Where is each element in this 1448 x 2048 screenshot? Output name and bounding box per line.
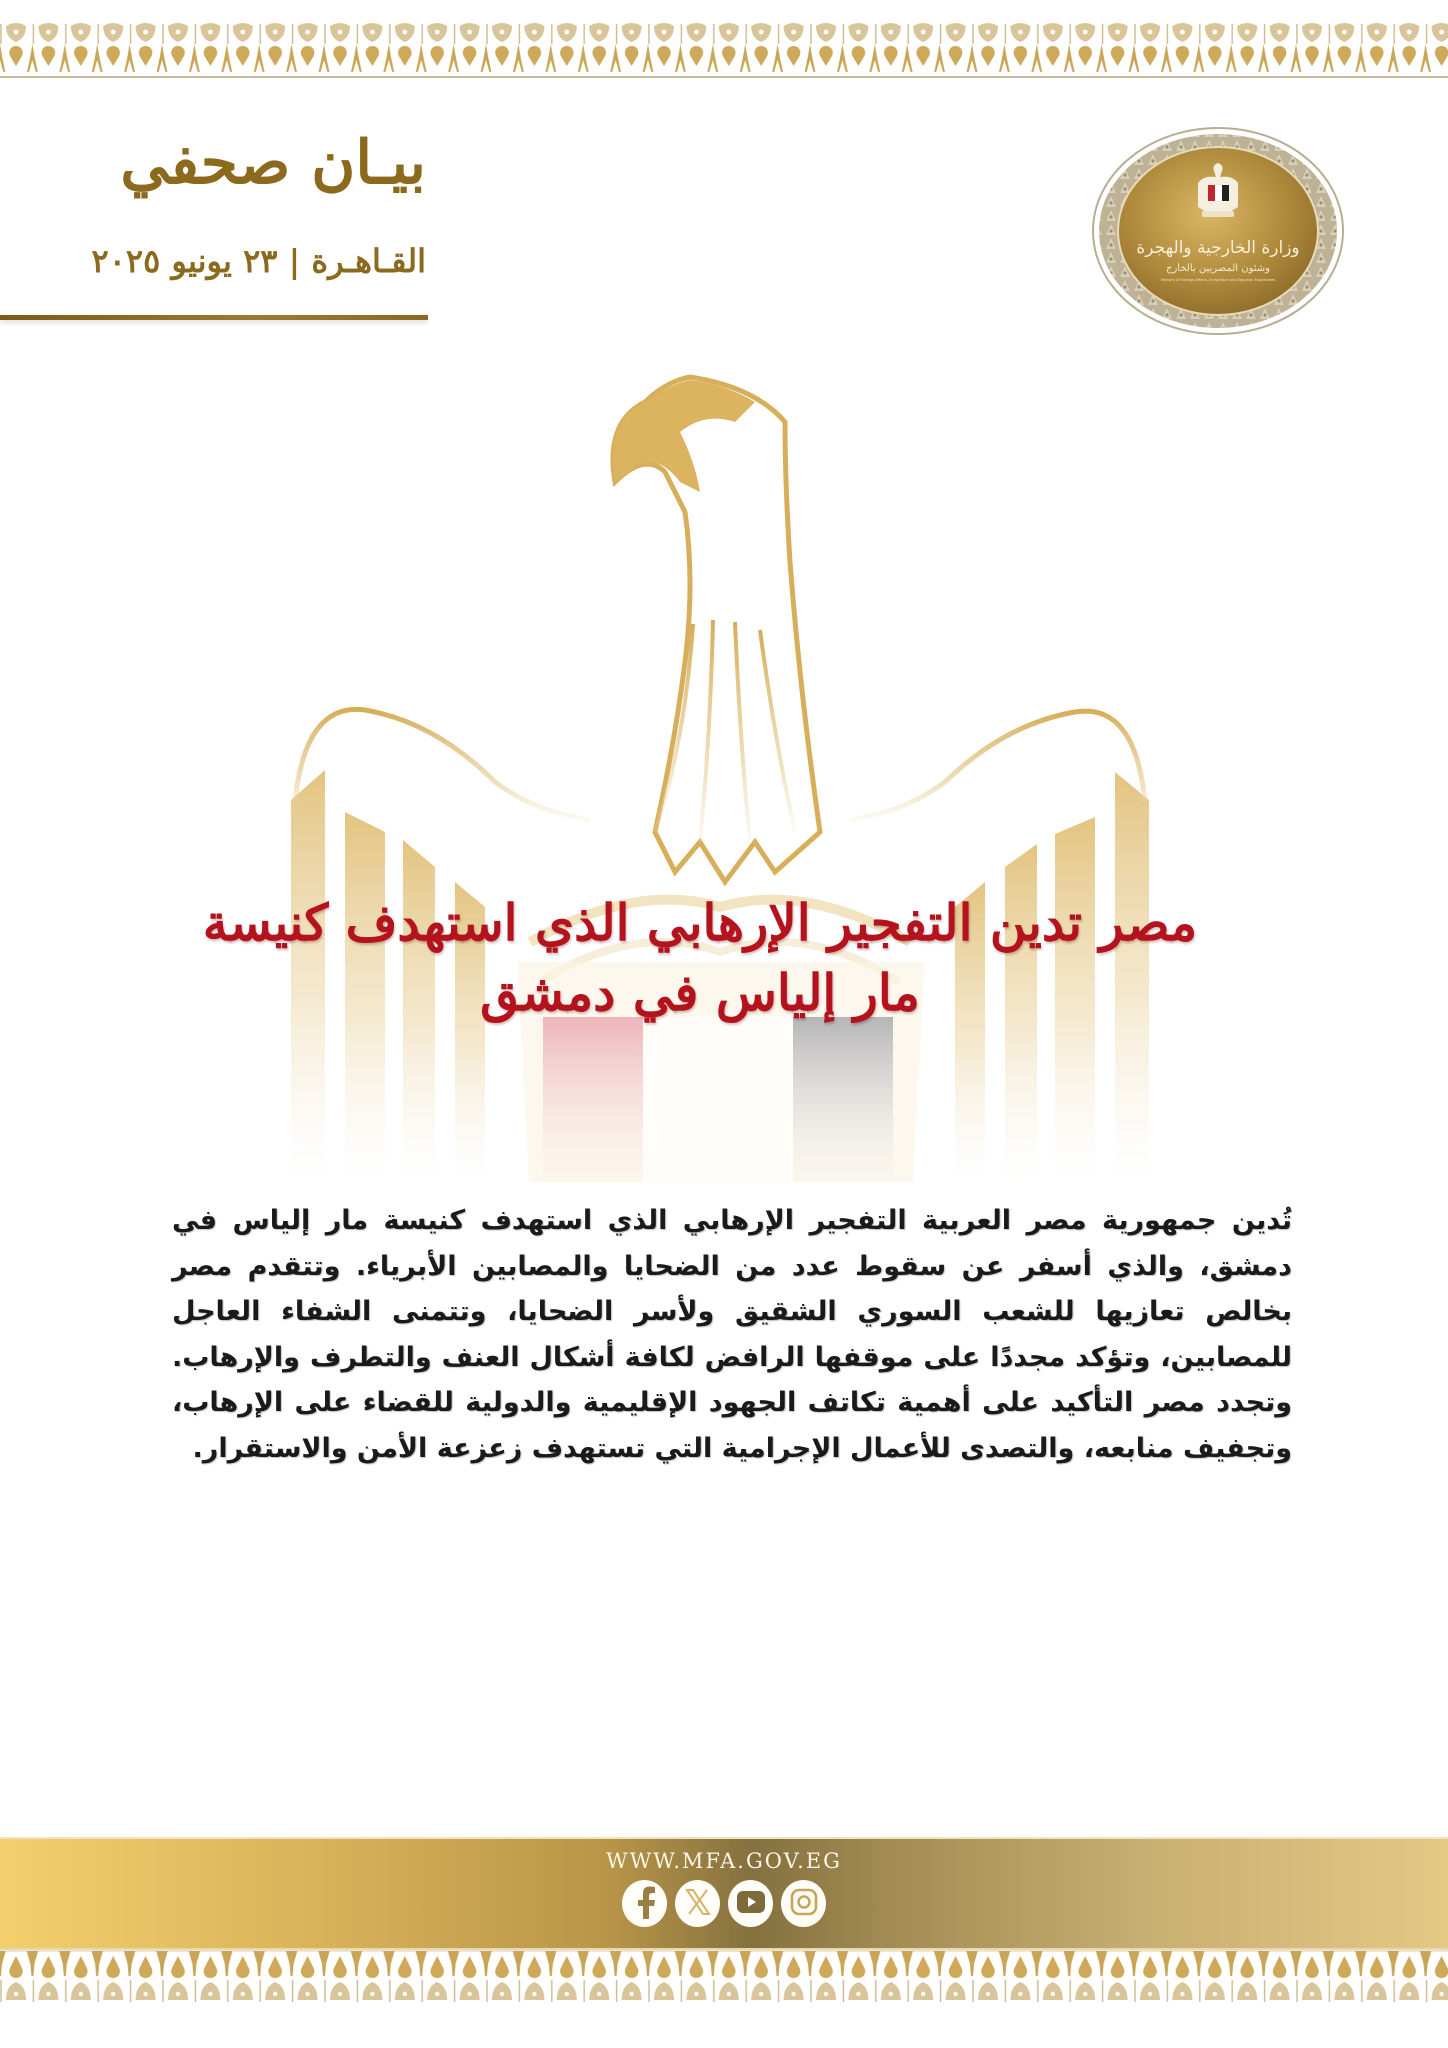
- top-ornamental-border: [0, 22, 1448, 80]
- website-link[interactable]: WWW.MFA.GOV.EG: [606, 1849, 842, 1873]
- body-line: دمشق، والذي أسفر عن سقوط عدد من الضحايا والمصابين الأبرياء. وتتقدم مصر: [172, 1250, 1292, 1282]
- bottom-ornamental-border: [0, 1948, 1448, 2004]
- facebook-link[interactable]: [622, 1880, 667, 1927]
- logo-text-arabic-2: وشئون المصريين بالخارج: [1166, 263, 1270, 274]
- page-title: بيـان صحفي: [120, 128, 426, 198]
- x-link[interactable]: [675, 1880, 720, 1927]
- header-divider: [0, 315, 428, 320]
- logo-text-english: Ministry of Foreign Affairs, Emigration and Egyptian Expatriates: [1160, 278, 1276, 282]
- headline-line-1: مصر تدين التفجير الإرهابي الذي استهدف كنيسة: [202, 893, 1198, 952]
- social-links: [0, 1880, 1448, 1927]
- youtube-icon: [737, 1891, 765, 1917]
- headline-line-2: مار إلياس في دمشق: [480, 963, 920, 1022]
- logo-text-arabic: وزارة الخارجية والهجرة: [1136, 238, 1300, 258]
- instagram-link[interactable]: [781, 1880, 826, 1927]
- body-line: تُدين جمهورية مصر العربية التفجير الإرهابي الذي استهدف كنيسة مار إلياس في: [172, 1205, 1292, 1236]
- body-line: للمصابين، وتؤكد مجددًا على موقفها الرافض لكافة أشكال العنف والتطرف والإرهاب.: [172, 1341, 1292, 1373]
- eagle-watermark: [285, 362, 1155, 1182]
- dateline: القـاهـرة | ٢٣ يونيو ٢٠٢٥: [91, 242, 426, 280]
- headline: [180, 888, 1220, 1028]
- body-line: وتجفيف منابعه، والتصدى للأعمال الإجرامية التي تستهدف زعزعة الأمن والاستقرار.: [192, 1432, 1292, 1464]
- facebook-icon: [630, 1885, 660, 1923]
- youtube-link[interactable]: [728, 1880, 773, 1927]
- body-line: بخالص تعازيها للشعب السوري الشقيق ولأسر الضحايا، وتتمنى الشفاء العاجل: [172, 1296, 1292, 1328]
- x-icon: [685, 1888, 711, 1920]
- body-line: وتجدد مصر التأكيد على أهمية تكاتف الجهود الإقليمية والدولية للقضاء على الإرهاب،: [172, 1387, 1292, 1419]
- ministry-logo: [1090, 125, 1346, 337]
- statement-body: [172, 1198, 1292, 1472]
- instagram-icon: [790, 1888, 818, 1920]
